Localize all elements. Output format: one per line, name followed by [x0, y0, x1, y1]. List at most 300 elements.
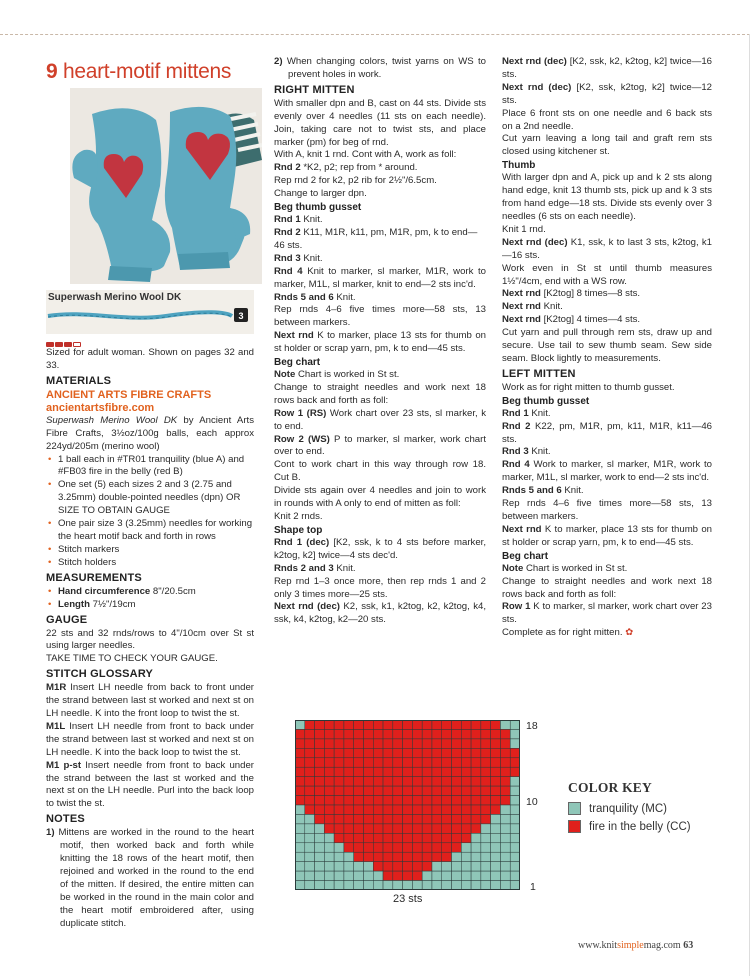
- chart-cell: [324, 833, 334, 842]
- chart-cell: [452, 748, 462, 757]
- chart-cell: [344, 767, 354, 776]
- chart-cell: [491, 824, 501, 833]
- rnd-text: [K2tog] 4 times—4 sts.: [540, 314, 641, 326]
- instruction-rnd: [502, 524, 712, 550]
- chart-cell: [383, 862, 393, 871]
- chart-cell: [422, 796, 432, 805]
- chart-cell: [363, 843, 373, 852]
- materials-list: [46, 454, 254, 570]
- note-text: Chart is worked in St st.: [295, 369, 400, 381]
- chart-cell: [315, 843, 325, 852]
- chart-cell: [393, 729, 403, 738]
- rnd-text: K2, ssk, k1, k2tog, k2, k2tog, k4, ssk, k4, k2tog, k2—20 sts.: [274, 601, 486, 626]
- notes-heading: NOTES: [46, 813, 85, 826]
- column-2: [274, 56, 486, 627]
- chart-cell: [471, 758, 481, 767]
- chart-cell: [481, 805, 491, 814]
- chart-cell: [344, 881, 354, 890]
- rnd-text: [K2, ssk, k2, k2tog, k2] twice—16 sts.: [502, 56, 712, 80]
- chart-cell: [481, 758, 491, 767]
- chart-cell: [373, 852, 383, 861]
- chart-cell: [491, 805, 501, 814]
- chart-cell: [481, 833, 491, 842]
- chart-cell: [373, 881, 383, 890]
- chart-cell: [403, 843, 413, 852]
- chart-cell: [324, 748, 334, 757]
- chart-cell: [295, 852, 305, 861]
- chart-cell: [324, 805, 334, 814]
- chart-cell: [412, 833, 422, 842]
- chart-cell: [481, 748, 491, 757]
- row-label: Row 1 (RS): [274, 407, 327, 419]
- chart-cell: [442, 833, 452, 842]
- gusset-heading: Beg thumb gusset: [274, 202, 362, 214]
- chart-cell: [305, 748, 315, 757]
- rnd-label: Rnd 3: [274, 252, 301, 264]
- instruction-text: Change to straight needles and work next 18 rows back and forth as foll:: [502, 575, 712, 600]
- chart-cell: [363, 881, 373, 890]
- chart-cell: [393, 739, 403, 748]
- chart-cell: [461, 843, 471, 852]
- chart-cell: [305, 862, 315, 871]
- chart-cell: [354, 871, 364, 880]
- chart-cell: [452, 805, 462, 814]
- footer-url-post: mag.com: [643, 940, 681, 951]
- chart-cell: [344, 758, 354, 767]
- chart-cell: [334, 881, 344, 890]
- chart-cell: [481, 739, 491, 748]
- chart-cell: [373, 871, 383, 880]
- chart-cell: [412, 843, 422, 852]
- row-text: K to marker, sl marker, work chart over 23 sts.: [502, 601, 712, 626]
- chart-cell: [500, 824, 510, 833]
- chart-cell: [334, 777, 344, 786]
- instruction-row: [274, 408, 486, 434]
- chart-cell: [500, 729, 510, 738]
- chart-cell: [354, 796, 364, 805]
- chart-cell: [432, 805, 442, 814]
- chart-cell: [393, 843, 403, 852]
- chart-cell: [403, 748, 413, 757]
- instruction-text: Cont to work chart in this way through row 18. Cut B.: [274, 459, 486, 484]
- chart-row-label-mid: 10: [526, 796, 538, 808]
- chart-cell: [442, 739, 452, 748]
- chart-cell: [315, 758, 325, 767]
- chart-cell: [315, 777, 325, 786]
- chart-cell: [471, 862, 481, 871]
- chart-cell: [461, 720, 471, 729]
- chart-cell: [295, 824, 305, 833]
- mittens-illustration: [70, 88, 262, 284]
- chart-cell: [373, 720, 383, 729]
- chart-cell: [422, 729, 432, 738]
- chart-cell: [461, 758, 471, 767]
- chart-cell: [422, 833, 432, 842]
- chart-cell: [412, 720, 422, 729]
- chart-cell: [383, 777, 393, 786]
- chart-cell: [442, 814, 452, 823]
- materials-site-link[interactable]: ancientartsfibre.com: [46, 401, 155, 414]
- chart-row-label-top: 18: [526, 720, 538, 732]
- chart-cell: [510, 786, 520, 795]
- rnd-text: Knit.: [333, 291, 356, 303]
- chart-cell: [393, 814, 403, 823]
- chart-cell: [452, 833, 462, 842]
- yarn-strand-illustration: [46, 290, 254, 334]
- chart-cell: [305, 720, 315, 729]
- chart-cell: [354, 833, 364, 842]
- color-key-label: fire in the belly (CC): [589, 820, 691, 833]
- chart-cell: [471, 824, 481, 833]
- chart-cell: [344, 833, 354, 842]
- chart-cell: [383, 824, 393, 833]
- chart-cell: [412, 777, 422, 786]
- pattern-title: [46, 60, 254, 84]
- chart-cell: [461, 862, 471, 871]
- rnd-text: Knit.: [540, 301, 563, 313]
- footer-url[interactable]: [578, 940, 681, 951]
- chart-cell: [344, 796, 354, 805]
- rnd-text: Knit.: [300, 252, 323, 264]
- rnd-label: Rnd 4: [502, 459, 530, 471]
- chart-cell: [422, 739, 432, 748]
- chart-cell: [305, 871, 315, 880]
- chart-cell: [363, 833, 373, 842]
- chart-cell: [383, 748, 393, 757]
- instruction-rnd: [274, 537, 486, 563]
- chart-cell: [393, 852, 403, 861]
- chart-cell: [500, 758, 510, 767]
- chart-cell: [315, 767, 325, 776]
- chart-cell: [422, 767, 432, 776]
- chart-cell: [344, 843, 354, 852]
- chart-cell: [383, 739, 393, 748]
- rnd-label: Next rnd (dec): [502, 81, 572, 93]
- chart-cell: [432, 796, 442, 805]
- chart-cell: [452, 786, 462, 795]
- chart-cell: [500, 777, 510, 786]
- instruction-text: [502, 627, 712, 640]
- yarn-swatch-label: Superwash Merino Wool DK: [48, 292, 182, 303]
- chart-cell: [305, 786, 315, 795]
- yarn-swatch-card: [46, 290, 254, 334]
- measurement-item: [46, 586, 254, 599]
- measurement-value: 8"/20.5cm: [150, 585, 196, 597]
- measurements-list: [46, 586, 254, 612]
- chart-cell: [412, 758, 422, 767]
- instruction-rnd: [274, 266, 486, 292]
- chart-cell: [442, 805, 452, 814]
- chart-cell: [334, 739, 344, 748]
- chart-cell: [461, 777, 471, 786]
- chart-cell: [295, 748, 305, 757]
- rnd-label: Rnds 5 and 6: [502, 485, 562, 497]
- yarn-desc: by Ancient Arts Fibre Crafts, 3½oz/100g balls, each approx 224yd/205m (merino wool): [46, 414, 254, 452]
- chart-cell: [305, 814, 315, 823]
- chart-cell: [500, 720, 510, 729]
- chart-cell: [315, 852, 325, 861]
- rnd-text: Knit to marker, sl marker, M1R, work to marker, M1L, sl marker, knit to end—2 sts inc'd.: [274, 265, 486, 290]
- chart-cell: [344, 805, 354, 814]
- chart-cell: [491, 739, 501, 748]
- chart-cell: [510, 871, 520, 880]
- chart-cell: [363, 871, 373, 880]
- chart-cell: [461, 739, 471, 748]
- chart-cell: [510, 720, 520, 729]
- instruction-rnd: [502, 237, 712, 263]
- chart-cell: [452, 720, 462, 729]
- chart-cell: [324, 729, 334, 738]
- chart-cell: [305, 833, 315, 842]
- instruction-rnd: [502, 459, 712, 485]
- gauge-check: TAKE TIME TO CHECK YOUR GAUGE.: [46, 653, 218, 665]
- chart-cell: [422, 871, 432, 880]
- chart-cell: [393, 777, 403, 786]
- chart-cell: [403, 786, 413, 795]
- chart-cell: [471, 843, 481, 852]
- rnd-text: Knit.: [300, 214, 323, 226]
- rnd-label: Next rnd (dec): [502, 236, 568, 248]
- chart-cell: [471, 729, 481, 738]
- measurement-label: Hand circumference: [58, 585, 151, 597]
- chart-cell: [491, 729, 501, 738]
- chart-cell: [510, 881, 520, 890]
- instruction-text: Cut yarn leaving a long tail and graft rem sts closed using kitchener st.: [502, 133, 712, 158]
- instruction-rnd: [274, 162, 486, 175]
- chart-cell: [315, 814, 325, 823]
- chart-cell: [432, 852, 442, 861]
- chart-cell: [363, 748, 373, 757]
- chart-cell: [510, 833, 520, 842]
- chart-cell: [354, 852, 364, 861]
- chart-cell: [334, 748, 344, 757]
- gauge-text: 22 sts and 32 rnds/rows to 4"/10cm over St st using larger needles.: [46, 627, 254, 652]
- chart-cell: [315, 786, 325, 795]
- chart-cell: [403, 767, 413, 776]
- chart-cell: [452, 862, 462, 871]
- row-text: Work chart over 23 sts, sl marker, k to end.: [274, 407, 486, 432]
- chart-cell: [442, 767, 452, 776]
- chart-cell: [305, 843, 315, 852]
- chart-cell: [432, 833, 442, 842]
- chart-cell: [373, 805, 383, 814]
- chart-cell: [452, 729, 462, 738]
- chart-cell: [500, 796, 510, 805]
- chart-cell: [461, 786, 471, 795]
- gusset-heading: Beg thumb gusset: [502, 395, 590, 407]
- instruction-text: With larger dpn and A, pick up and k 2 sts along hand edge, knit 13 thumb sts, pick up and k 3 sts from hand edge—18 sts. Divide sts evenly over 3 needles (6 sts on each needle).: [502, 172, 712, 222]
- chart-cell: [452, 767, 462, 776]
- chart-cell: [363, 824, 373, 833]
- rnd-label: Rnd 1: [274, 214, 301, 226]
- chart-cell: [471, 881, 481, 890]
- chart-cell: [354, 729, 364, 738]
- glossary-heading: STITCH GLOSSARY: [46, 668, 154, 681]
- chart-cell: [422, 805, 432, 814]
- materials-brand: ANCIENT ARTS FIBRE CRAFTS: [46, 388, 212, 401]
- chart-cell: [442, 796, 452, 805]
- chart-cell: [393, 881, 403, 890]
- instruction-rnd: [274, 601, 486, 627]
- chart-cell: [295, 777, 305, 786]
- chart-cell: [324, 843, 334, 852]
- chart-cell: [295, 881, 305, 890]
- chart-cell: [403, 758, 413, 767]
- rnd-label: Rnd 2: [274, 162, 301, 174]
- instruction-rnd: [502, 301, 712, 314]
- gauge-heading: GAUGE: [46, 613, 88, 626]
- chart-cell: [510, 843, 520, 852]
- chart-cell: [481, 871, 491, 880]
- glossary-def: Insert needle from front to back under the strand between the last st worked and the next st on the LH needle. Purl into the back loop to twist the st.: [46, 759, 255, 810]
- chart-cell: [461, 729, 471, 738]
- instruction-text: Knit 2 rnds.: [274, 511, 323, 522]
- instruction-text: Work even in St st until thumb measures 1½"/4cm, end with a WS row.: [502, 262, 712, 287]
- chart-cell: [461, 748, 471, 757]
- chart-cell: [491, 786, 501, 795]
- instruction-rnd: [502, 446, 712, 459]
- thumb-heading: Thumb: [502, 160, 536, 172]
- complete-text: Complete as for right mitten.: [502, 627, 623, 639]
- skill-level-dots: [46, 339, 254, 345]
- chart-cell: [334, 729, 344, 738]
- chart-cell: [422, 786, 432, 795]
- chart-cell: [305, 777, 315, 786]
- chart-cell: [363, 739, 373, 748]
- materials-yarn-desc: [46, 415, 254, 454]
- shape-top-heading: Shape top: [274, 524, 323, 536]
- chart-cell: [510, 729, 520, 738]
- chart-cell: [432, 777, 442, 786]
- chart-cell: [373, 843, 383, 852]
- chart-cell: [324, 739, 334, 748]
- chart-cell: [442, 843, 452, 852]
- chart-cell: [452, 843, 462, 852]
- chart-cell: [491, 720, 501, 729]
- chart-cell: [452, 824, 462, 833]
- chart-cell: [324, 767, 334, 776]
- chart-cell: [305, 824, 315, 833]
- chart-cell: [354, 739, 364, 748]
- chart-cell: [412, 805, 422, 814]
- chart-cell: [412, 824, 422, 833]
- chart-cell: [383, 720, 393, 729]
- chart-cell: [452, 852, 462, 861]
- chart-cell: [442, 720, 452, 729]
- chart-cell: [412, 729, 422, 738]
- chart-cell: [422, 824, 432, 833]
- note-label: Note: [502, 562, 524, 574]
- top-dashed-rule: [0, 34, 750, 35]
- instruction-text: With smaller dpn and B, cast on 44 sts. Divide sts evenly over 4 needles (11 sts on each needle). Join, taking care not to twist sts, and place marker (pm) for beg of rnd.: [274, 97, 486, 148]
- materials-item: • 1 ball each in #TR01 tranquility (blue A) and #FB03 fire in the belly (red B): [46, 454, 254, 480]
- chart-cell: [491, 852, 501, 861]
- instruction-rnd: [502, 421, 712, 447]
- chart-cell: [481, 824, 491, 833]
- chart-cell: [324, 720, 334, 729]
- chart-cell: [324, 786, 334, 795]
- chart-cell: [442, 786, 452, 795]
- chart-cell: [510, 767, 520, 776]
- color-key-heading: COLOR KEY: [568, 780, 652, 795]
- rnd-label: Next rnd: [502, 314, 541, 326]
- chart-cell: [324, 758, 334, 767]
- heart-motif-chart: [295, 720, 520, 890]
- chart-width-label: 23 sts: [393, 893, 423, 905]
- chart-cell: [383, 786, 393, 795]
- chart-cell: [334, 843, 344, 852]
- chart-cell: [500, 852, 510, 861]
- chart-cell: [452, 758, 462, 767]
- glossary-term: M1 p-st: [46, 759, 82, 771]
- chart-cell: [412, 862, 422, 871]
- footer-url-pre: www.knit: [578, 940, 618, 951]
- row-text: P to marker, sl marker, work chart over to end.: [274, 433, 486, 458]
- chart-cell: [403, 833, 413, 842]
- chart-cell: [354, 862, 364, 871]
- chart-cell: [491, 767, 501, 776]
- chart-cell: [403, 739, 413, 748]
- chart-cell: [412, 871, 422, 880]
- chart-cell: [491, 833, 501, 842]
- chart-cell: [315, 796, 325, 805]
- chart-cell: [491, 881, 501, 890]
- glossary-item: [46, 760, 254, 812]
- color-swatch-cc: [568, 820, 581, 833]
- chart-cell: [383, 881, 393, 890]
- chart-cell: [393, 871, 403, 880]
- instruction-rnd: [274, 330, 486, 356]
- chart-cell: [403, 729, 413, 738]
- rnd-text: K22, pm, M1R, pm, k11, M1R, k11—46 sts.: [502, 420, 712, 445]
- chart-cell: [461, 852, 471, 861]
- page-footer: [578, 940, 693, 951]
- rnd-text: Work to marker, sl marker, M1R, work to marker, M1L, sl marker, work to end—2 sts inc'd.: [502, 459, 712, 484]
- note-1: [46, 827, 254, 930]
- chart-cell: [510, 758, 520, 767]
- glossary-def: Insert LH needle from back to front under the strand between last st worked and next st on LH needle. K into the front loop to twist the st.: [46, 682, 254, 720]
- rnd-label: Rnds 5 and 6: [274, 291, 334, 303]
- chart-cell: [403, 881, 413, 890]
- chart-cell: [481, 796, 491, 805]
- chart-cell: [295, 796, 305, 805]
- chart-cell: [471, 720, 481, 729]
- chart-cell: [373, 767, 383, 776]
- chart-cell: [344, 852, 354, 861]
- chart-cell: [344, 739, 354, 748]
- chart-cell: [422, 843, 432, 852]
- instruction-text: Rep rnds 4–6 five times more—58 sts, 13 between markers.: [274, 304, 486, 329]
- chart-cell: [500, 786, 510, 795]
- note-number: 2): [274, 56, 283, 67]
- chart-cell: [510, 777, 520, 786]
- chart-cell: [324, 777, 334, 786]
- chart-cell: [344, 871, 354, 880]
- chart-cell: [412, 767, 422, 776]
- chart-cell: [510, 862, 520, 871]
- instruction-text: Rep rnds 4–6 five times more—58 sts, 13 between markers.: [502, 498, 712, 522]
- chart-cell: [461, 805, 471, 814]
- chart-cell: [510, 814, 520, 823]
- instruction-text: Cut yarn and pull through rem sts, draw up and secure. Use tail to sew thumb seam. Sew side seam. Block lightly to measurements.: [502, 327, 712, 364]
- instruction-note: [274, 369, 486, 382]
- measurement-value: 7½"/19cm: [89, 598, 136, 610]
- measurements-heading: MEASUREMENTS: [46, 571, 142, 584]
- chart-cell: [305, 729, 315, 738]
- chart-cell: [295, 833, 305, 842]
- chart-cell: [412, 814, 422, 823]
- chart-cell: [354, 843, 364, 852]
